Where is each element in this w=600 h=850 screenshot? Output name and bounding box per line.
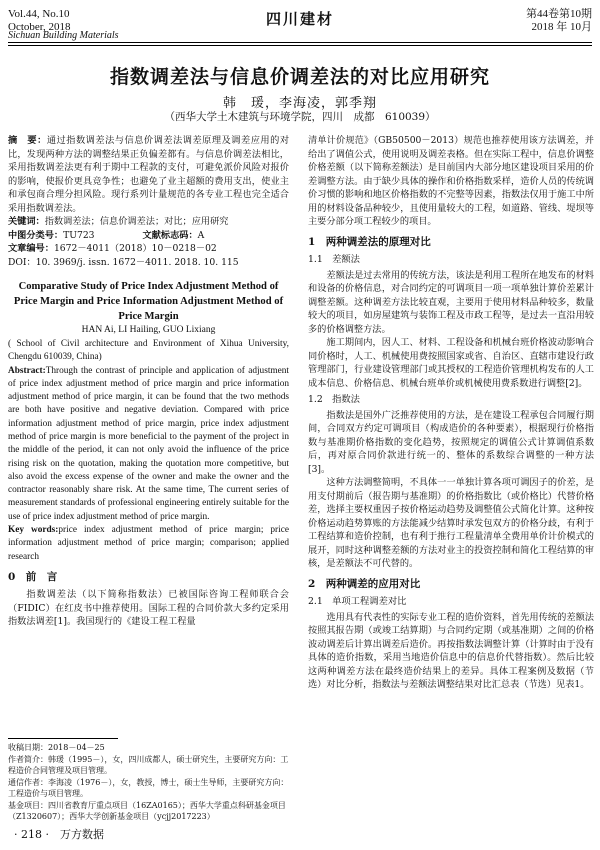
english-affiliation: ( School of Civil architecture and Environment of Xihua University, Chengdu 610039, China) bbox=[8, 338, 289, 362]
english-keywords-label: Key words: bbox=[8, 525, 59, 536]
header-right bbox=[526, 8, 592, 34]
footnote-rule bbox=[8, 738, 118, 739]
subsection-1-2-para-b: 这种方法调整简明，不具体一一单独计算各项可调因子的价差，是用支付期前后（报告期与基准期）的价格指数比（或价格比）代替价格差，选择主要权重因子按价格运动趋势及调整值公式简化计算。这种按价格运动趋势算账的方法能减少结算时承发包双方的价格分歧，有利于工程结算和造价控制，也有利于推行工程量清单全费用单价计价模式的展开，同时这种调整差额的方法对业主的投资控制和简化工程结算的审核，是差额法不可代替的。 bbox=[308, 477, 594, 569]
section-1-heading: 1 两种调差法的原理对比 bbox=[308, 235, 431, 248]
date-cn: 2018 年 10月 bbox=[531, 21, 592, 33]
doc-code-label: 文献标志码： bbox=[142, 229, 198, 241]
english-authors: HAN Ai, LI Hailing, GUO Lixiang bbox=[81, 325, 216, 335]
keywords-cn-label: 关键词： bbox=[8, 216, 45, 227]
footnote-received: 收稿日期：2018－04－25 bbox=[8, 743, 105, 752]
journal-logo: 四川建材 bbox=[265, 12, 334, 28]
header-center bbox=[8, 8, 592, 42]
doc-code-value: A bbox=[197, 229, 205, 241]
subsection-1-1-para-a: 差额法是过去常用的传统方法，该法是利用工程所在地发布的材料和设备的价格信息，对合同约定的可调项目一项一项单独计算价差累计调整差额。这种调差方法比较直观，主要用于使用材料品种较多，数量较大的项目，如房屋建筑与装饰工程及市政工程等，是过去一直沿用较多的价格调整方法。 bbox=[308, 269, 594, 335]
section-0-text: 指数调差法（以下简称指数法）已被国际咨询工程师联合会（FIDIC）在红皮书中推荐使用。国际工程的合同价款大多约定采用指数法调差[1]。我国现行的《建设工程工程量 bbox=[8, 589, 289, 628]
abstract-cn-label: 摘 要： bbox=[8, 135, 47, 146]
doi-label: DOI： bbox=[8, 256, 36, 268]
english-abstract-label: Abstract: bbox=[8, 365, 46, 376]
section-2-heading: 2 两种调差的应用对比 bbox=[308, 577, 421, 590]
right-para-0: 清单计价规范》（GB50500－2013）规范也推荐使用该方法调差，并给出了调值公式，使用说明及调差表格。但在实际工程中，信息价调整价格差额（以下简称差额法）是目前国内大部分地区建设项目采用的价差调整方法。由于缺少具体的操作和价格指数采样，造价人员的传统调价习惯的影响和地区价格指数的不完整等因素，指数法仅用于施工中所用的材料设备品种较少，且使用量较大的工程，如道路、管线、堤坝等主要分部分项工程较少的项目。 bbox=[308, 135, 594, 227]
english-abstract-text: Through the contrast of principle and application of adjustment of price index adjustment method of price margin and price information adjustment method of price margin, it can be found that the two methods are both have positive and negative deviation. Compared with price information adjustment method of price margin, price index adjustment method of price margin is more beneficial to the payment of the project in the middle of the period, it can not only avoid the influence of the price rising risk on the quotation, making the quotation more competitive, but also avoid the excess expense of the owner and make the owner and the contractor reasonably share risk. At the same time, The current series of measurement standards of professional engineering entirely suitable for the use of price index adjustment method of price margin. bbox=[8, 365, 289, 522]
footnote-corresponding: 通信作者：李海凌（1976－），女，教授，博士，硕士生导师，主要研究方向：工程造价与项目管理。 bbox=[8, 777, 289, 798]
english-title: Comparative Study of Price Index Adjustment Method of Price Margin and Price Information Adjustment Method of Price Margin bbox=[13, 281, 284, 322]
doi-value: 10. 3969/j. issn. 1672－4011. 2018. 10. 115 bbox=[35, 256, 239, 268]
english-abstract bbox=[8, 365, 289, 525]
keywords-cn-text: 指数调差法；信息价调差法；对比；应用研究 bbox=[44, 216, 229, 227]
classification bbox=[8, 229, 289, 243]
left-column bbox=[8, 134, 289, 629]
footnote-author: 作者简介：韩瑗（1995－），女，四川成都人，硕士研究生，主要研究方向：工程造价合同管理及项目管理。 bbox=[8, 754, 289, 775]
english-keywords-text: price index adjustment method of price margin; price information adjustment method of price margin; comparison; applied research bbox=[8, 525, 289, 562]
clc-value: TU723 bbox=[63, 229, 95, 241]
subsection-2-1-para: 选用具有代表性的实际专业工程的造价资料，首先用传统的差额法按照其报告期（或竣工结算期）与合同约定期（或基准期）之间的价格波动调差后计算出调差后造价。再按指数法调整计算（计算时由于没有具体的造价指数，采用当地造价信息中的信息价代替指数）。然后比较这两种调差方法在最终造价结果上的差异。具体工程案例及数据（节选）对比分析，指数法与差额法调整结果对比汇总表（节选）见表1。 bbox=[308, 611, 594, 690]
article-no-label: 文章编号： bbox=[8, 243, 54, 254]
header-rule-thick bbox=[8, 42, 592, 43]
clc-label: 中图分类号： bbox=[8, 229, 64, 241]
subsection-1-1-para-b: 施工期间内，因人工、材料、工程设备和机械台班价格波动影响合同价格时，人工、机械使用费按照国家或省、自治区、直辖市建设行政管理部门，行业建设管理部门或其授权的工程造价管理机构发布的人工成本信息、价格信息、机械台班单价或机械使用费系数进行调整[2]。 bbox=[308, 337, 594, 389]
footnote-fund: 基金项目：四川省教育厅重点项目（16ZA0165）；西华大学重点科研基金项目（Z1320607）；西华大学创新基金项目（ycjj2017223） bbox=[8, 800, 286, 821]
volume-cn: 第44卷第10期 bbox=[526, 8, 592, 20]
right-column bbox=[308, 134, 594, 692]
article-number bbox=[8, 242, 289, 256]
page-brand: 万方数据 bbox=[59, 828, 104, 841]
subsection-2-1-heading: 2.1 单项工程调差对比 bbox=[308, 596, 407, 607]
journal-header bbox=[8, 8, 592, 42]
affiliation: （西华大学土木建筑与环境学院，四川 成都 610039） bbox=[164, 111, 436, 123]
keywords-cn bbox=[8, 215, 289, 229]
page-number-text: · 218 · bbox=[14, 828, 49, 841]
date-label: October, 2018 bbox=[8, 21, 71, 33]
article-no-value: 1672－4011（2018）10－0218－02 bbox=[53, 243, 217, 254]
paper-title: 指数调差法与信息价调差法的对比应用研究 bbox=[109, 66, 490, 88]
section-0-heading: 0 前 言 bbox=[8, 570, 58, 583]
header-rule-thin bbox=[8, 45, 592, 46]
subsection-1-1-heading: 1.1 差额法 bbox=[308, 254, 360, 265]
page-number bbox=[14, 826, 104, 842]
abstract-cn bbox=[8, 134, 289, 215]
abstract-cn-text: 通过指数调差法与信息价调差法调差原理及调差应用的对比，发现两种方法的调整结果正负偏差都有。与信息价调差法相比，采用指数调差法更有利于期中工程款的支付，可避免派价风险对报价的影响，使报价更具竞争性；也避免了业主超额的费用支出，使业主和承包商合理分担风险。现行系列计量规范的各专业工程也完全适合采用指数调差法。 bbox=[8, 135, 290, 214]
volume-label: Vol.44, No.10 bbox=[8, 8, 70, 20]
authors: 韩 瑗，李海凌，郭季翔 bbox=[222, 96, 377, 111]
subsection-1-2-para-a: 指数法是国外广泛推荐使用的方法，是在建设工程承包合同履行期间，合同双方约定可调项目（构成造价的各种要素），根据现行价格指数与基准期价格指数的变化趋势，按照规定的调值公式计算调值系数后，再对原合同价款进行统一的、整体的系数综合调整的一种方法[3]。 bbox=[308, 409, 594, 475]
footnotes bbox=[8, 738, 289, 823]
english-keywords bbox=[8, 524, 289, 564]
subsection-1-2-heading: 1.2 指数法 bbox=[308, 394, 360, 405]
journal-name-en: Sichuan Building Materials bbox=[8, 30, 119, 41]
doi bbox=[8, 256, 289, 270]
